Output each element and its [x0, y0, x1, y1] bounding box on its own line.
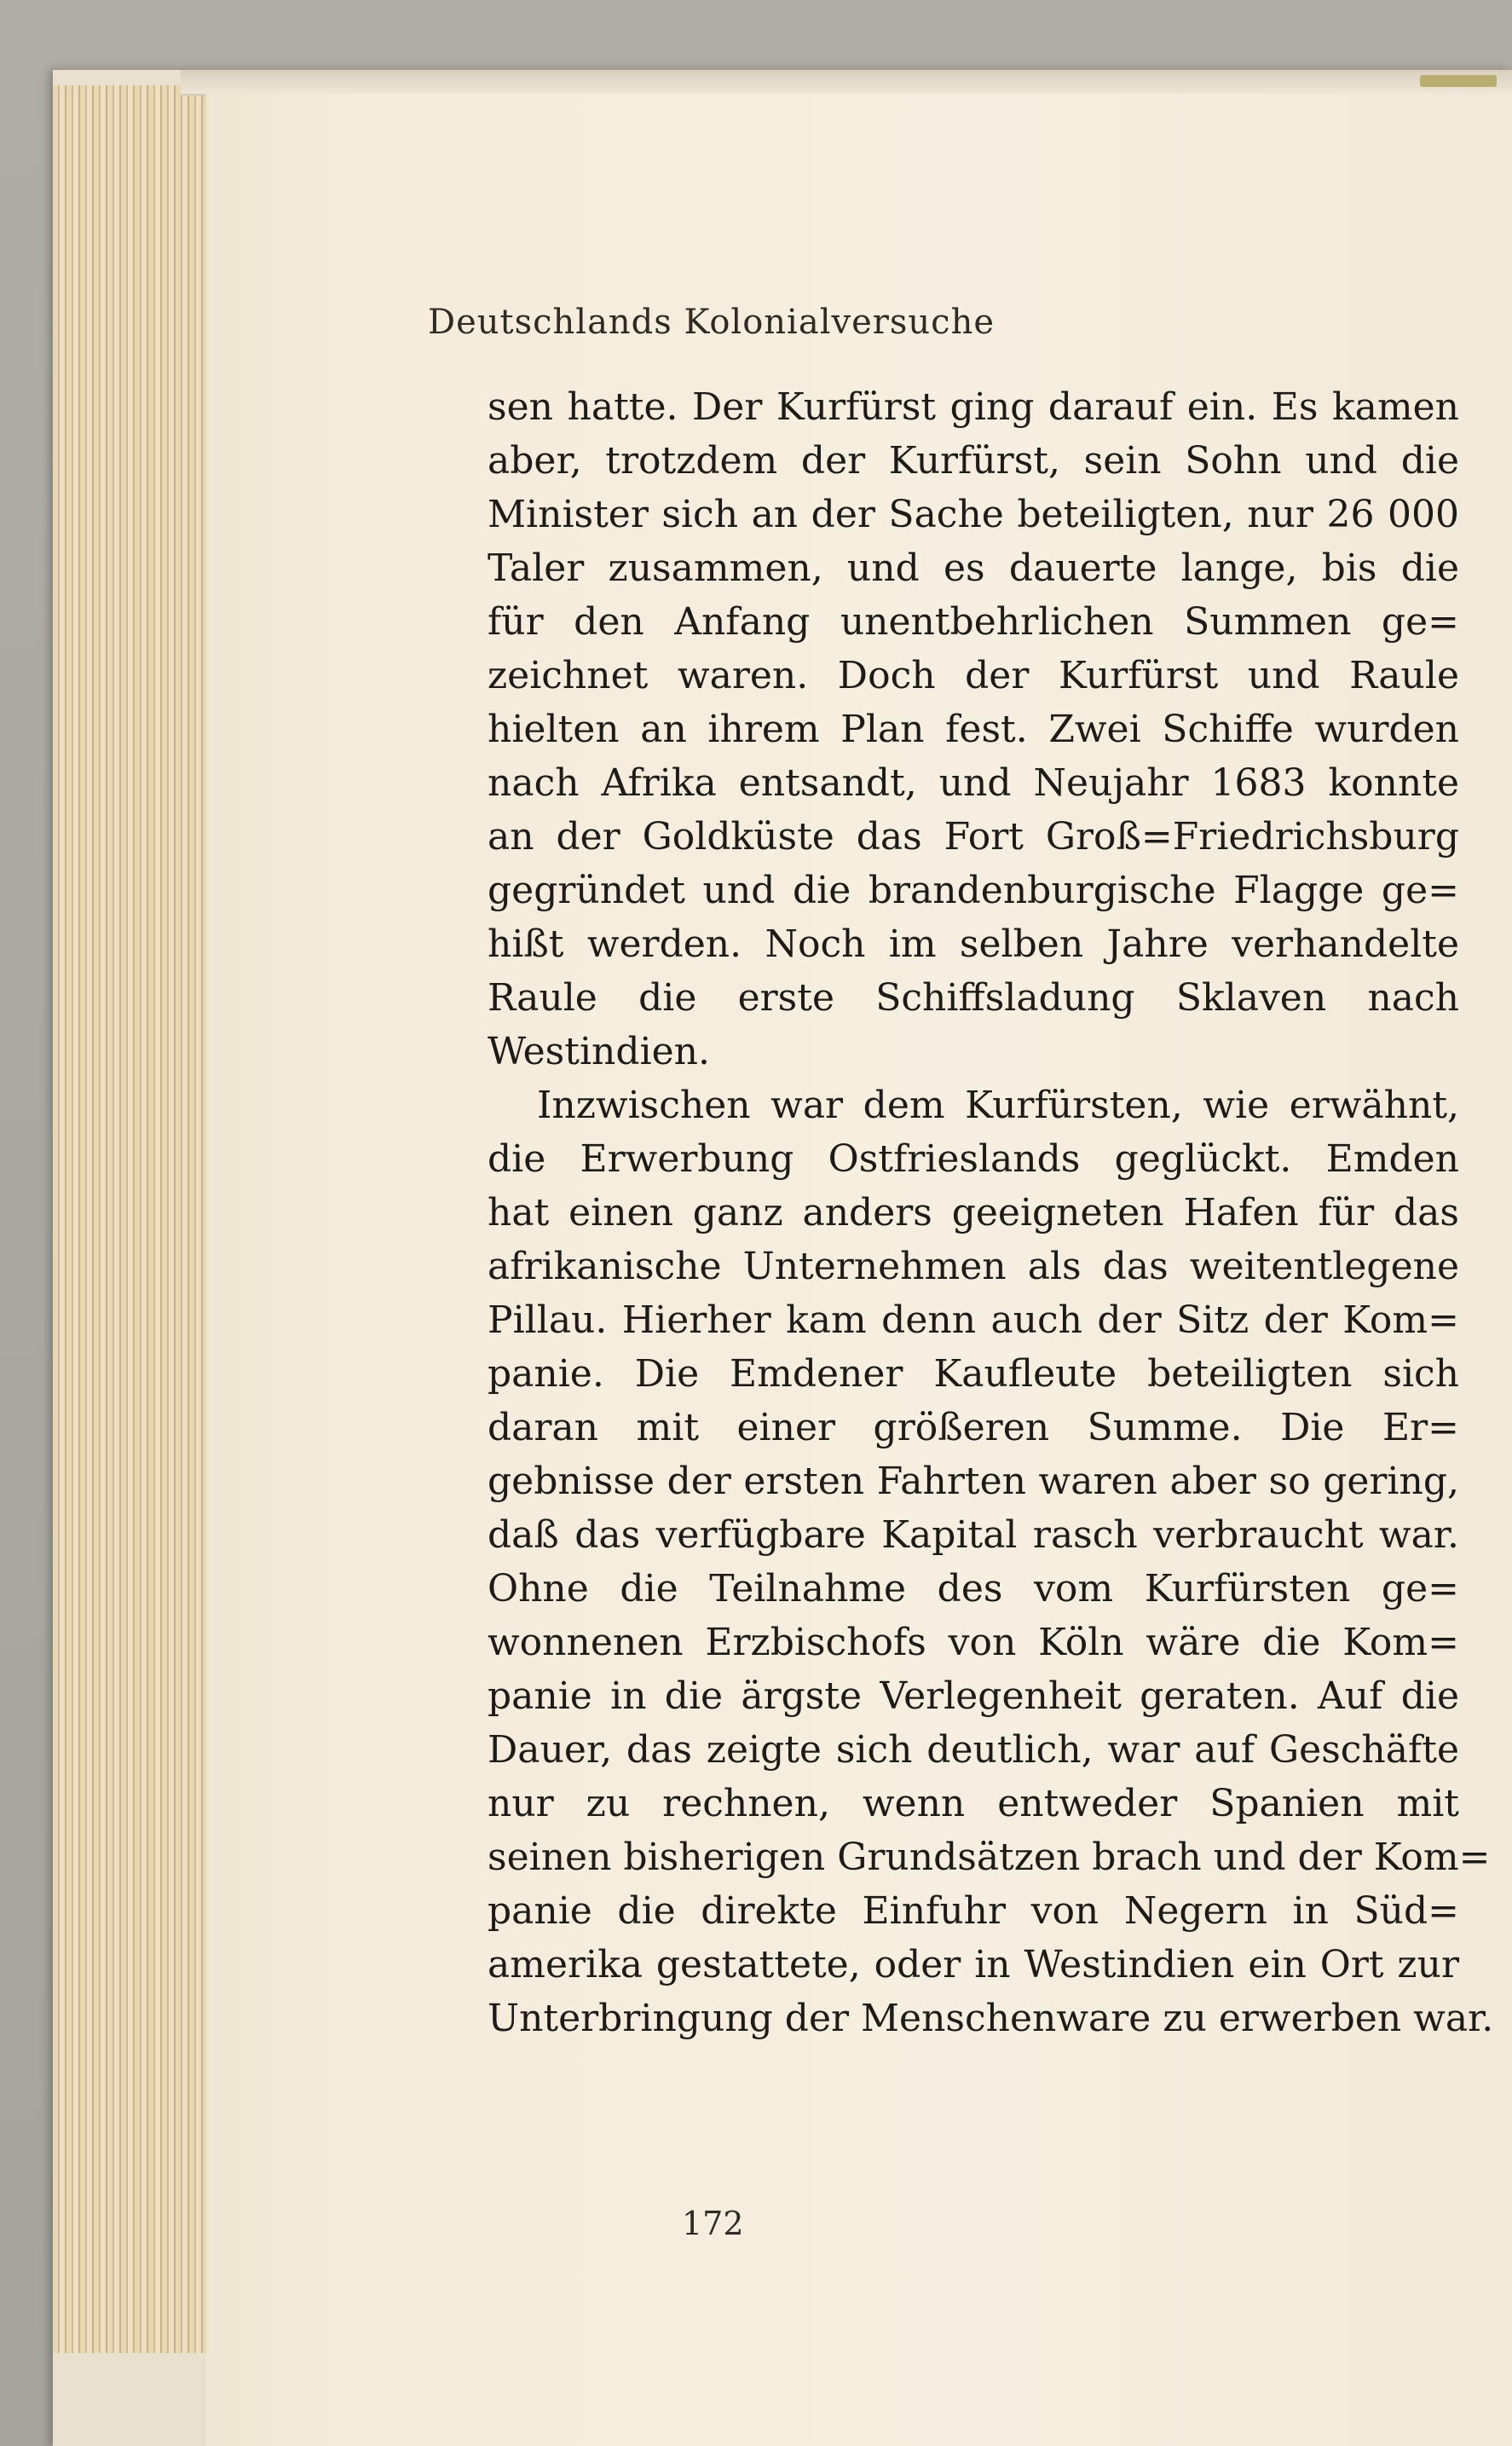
text-line: Inzwischen war dem Kurfürsten, wie erwähnt,: [537, 1084, 1459, 1127]
text-line: panie in die ärgste Verlegenheit geraten. Auf die: [488, 1674, 1459, 1718]
text-line: afrikanische Unternehmen als das weitentlegene: [488, 1245, 1459, 1288]
text-line: Unterbringung der Menschenware zu erwerben war.: [488, 1997, 1494, 2040]
running-head: Deutschlands Kolonialversuche: [428, 303, 995, 342]
bookmark-tab: [1420, 75, 1497, 87]
text-line: daß das verfügbare Kapital rasch verbraucht war.: [488, 1513, 1459, 1557]
text-line: panie. Die Emdener Kaufleute beteiligten sich: [488, 1352, 1459, 1396]
text-line: nach Afrika entsandt, und Neujahr 1683 konnte: [488, 761, 1459, 805]
text-line: Dauer, das zeigte sich deutlich, war auf Geschäfte: [488, 1728, 1459, 1772]
text-line: hat einen ganz anders geeigneten Hafen für das: [488, 1191, 1459, 1235]
text-line: an der Goldküste das Fort Groß=Friedrichsburg: [488, 815, 1459, 859]
text-line: seinen bisherigen Grundsätzen brach und der Kom=: [488, 1836, 1491, 1879]
body-text: [488, 382, 1494, 2087]
page-edges: [53, 85, 208, 2353]
text-line: hielten an ihrem Plan fest. Zwei Schiffe wurden: [488, 708, 1459, 751]
text-line: Ohne die Teilnahme des vom Kurfürsten ge=: [488, 1567, 1459, 1610]
text-line: amerika gestattete, oder in Westindien ein Ort zur: [488, 1943, 1459, 1986]
text-line: Minister sich an der Sache beteiligten, nur 26 000: [488, 493, 1459, 536]
text-line: aber, trotzdem der Kurfürst, sein Sohn und die: [488, 439, 1459, 483]
text-line: Raule die erste Schiffsladung Sklaven nach: [488, 976, 1459, 1020]
text-line: wonnenen Erzbischofs von Köln wäre die Kom=: [488, 1621, 1459, 1664]
text-line: nur zu rechnen, wenn entweder Spanien mit: [488, 1782, 1459, 1825]
text-line: zeichnet waren. Doch der Kurfürst und Raule: [488, 654, 1459, 697]
text-line: Pillau. Hierher kam denn auch der Sitz der Kom=: [488, 1298, 1459, 1342]
text-line: sen hatte. Der Kurfürst ging darauf ein. Es kamen: [488, 385, 1459, 429]
text-line: die Erwerbung Ostfrieslands geglückt. Emden: [488, 1137, 1459, 1181]
text-line: hißt werden. Noch im selben Jahre verhandelte: [488, 922, 1459, 966]
page-number: 172: [682, 2205, 744, 2242]
text-line: Taler zusammen, und es dauerte lange, bis die: [488, 546, 1459, 590]
text-line: panie die direkte Einfuhr von Negern in Süd=: [488, 1889, 1459, 1933]
text-line: gebnisse der ersten Fahrten waren aber so gering,: [488, 1460, 1459, 1503]
text-line: daran mit einer größeren Summe. Die Er=: [488, 1406, 1459, 1449]
top-page-edge: [181, 70, 1512, 95]
text-line: Westindien.: [488, 1030, 710, 1073]
text-line: für den Anfang unentbehrlichen Summen ge=: [488, 600, 1459, 644]
text-line: gegründet und die brandenburgische Flagge ge=: [488, 869, 1459, 912]
